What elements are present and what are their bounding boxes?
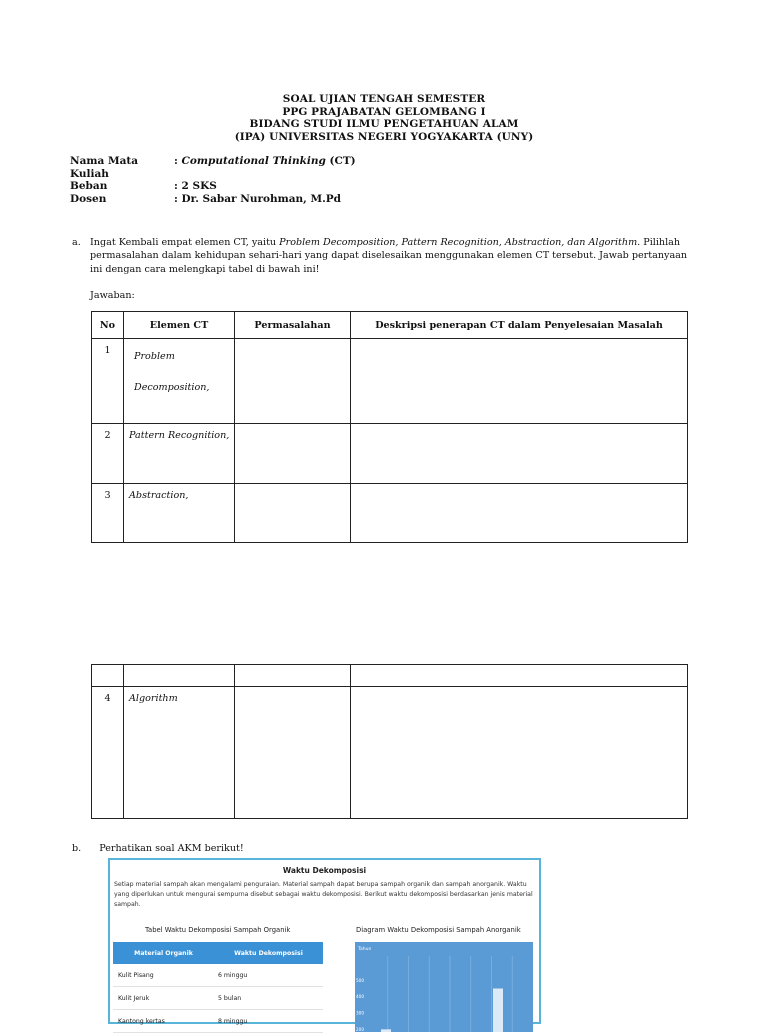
chart-tick-label: 500 bbox=[356, 977, 364, 983]
row-number: 1 bbox=[104, 345, 111, 356]
element-name-line2: Decomposition, bbox=[134, 382, 210, 394]
organic-waste-table bbox=[113, 942, 323, 1033]
akm-question-panel bbox=[108, 858, 541, 1032]
problem-answer-cell[interactable] bbox=[235, 484, 351, 543]
table-row bbox=[92, 687, 688, 819]
course-name-colon: : bbox=[174, 155, 182, 167]
element-name: Algorithm bbox=[129, 693, 178, 704]
description-answer-cell[interactable] bbox=[351, 424, 688, 484]
organic-material: Kantong kertas bbox=[113, 1010, 214, 1033]
description-answer-cell[interactable] bbox=[351, 339, 688, 424]
inorganic-waste-chart bbox=[353, 942, 535, 1032]
credits-row bbox=[70, 180, 356, 193]
description-answer-cell[interactable] bbox=[351, 484, 688, 543]
header-line-4: (IPA) UNIVERSITAS NEGERI YOGYAKARTA (UNY) bbox=[234, 130, 534, 143]
credits-value: : 2 SKS bbox=[174, 180, 217, 193]
course-name-row bbox=[70, 155, 356, 180]
chart-background bbox=[355, 942, 533, 1032]
lecturer-row bbox=[70, 193, 356, 206]
description-answer-cell[interactable] bbox=[351, 687, 688, 819]
element-name-line1: Problem bbox=[134, 351, 175, 362]
row-number: 4 bbox=[104, 693, 111, 704]
header-line-2: PPG PRAJABATAN GELOMBANG I bbox=[282, 105, 486, 118]
row-number: 3 bbox=[104, 490, 111, 501]
table-row bbox=[113, 964, 323, 987]
chart-bar bbox=[381, 1029, 391, 1032]
question-a-number: a. bbox=[72, 237, 81, 248]
course-name-suffix: (CT) bbox=[325, 155, 356, 167]
akm-table-title: Tabel Waktu Dekomposisi Sampah Organik bbox=[145, 926, 291, 934]
lecturer-label: Dosen bbox=[70, 192, 107, 205]
empty-header-cell bbox=[235, 665, 351, 687]
table-row bbox=[113, 1010, 323, 1033]
empty-header-cell bbox=[92, 665, 124, 687]
credits-label: Beban bbox=[70, 180, 108, 193]
question-b bbox=[72, 843, 244, 854]
organic-col-material: Material Organik bbox=[113, 942, 214, 964]
row-number-cell bbox=[92, 424, 124, 484]
akm-title: Waktu Dekomposisi bbox=[282, 866, 367, 875]
answer-label: Jawaban: bbox=[90, 290, 135, 301]
header-line-3: BIDANG STUDI ILMU PENGETAHUAN ALAM bbox=[249, 118, 519, 131]
course-name-italic: Computational Thinking bbox=[181, 155, 326, 167]
question-b-number: b. bbox=[72, 843, 82, 854]
question-a bbox=[72, 236, 702, 276]
empty-header-cell bbox=[351, 665, 688, 687]
chart-tick-label: 200 bbox=[356, 1026, 364, 1032]
akm-description: Setiap material sampah akan mengalami penguraian. Material sampah dapat berupa sampah organik dan sampah anorganik. Waktu yang diperlukan untuk mengurai sempurna disebut sebagai waktu dekomposisi. Berikut waktu dekomposisi berdasarkan jenis material sampah. bbox=[114, 881, 533, 908]
question-a-text-part1: Ingat Kembali empat elemen CT, yaitu bbox=[90, 237, 280, 248]
organic-material: Kulit Jeruk bbox=[113, 987, 214, 1010]
chart-y-label: Tahun bbox=[358, 947, 372, 952]
empty-header-cell bbox=[124, 665, 235, 687]
col-header-problem: Permasalahan bbox=[235, 312, 351, 339]
table-row bbox=[92, 484, 688, 543]
question-b-text: Perhatikan soal AKM berikut! bbox=[99, 843, 244, 854]
table-row bbox=[92, 339, 688, 424]
table-row bbox=[92, 424, 688, 484]
course-name-value bbox=[174, 155, 356, 180]
element-cell bbox=[124, 687, 235, 819]
element-cell bbox=[124, 484, 235, 543]
organic-time: 8 minggu bbox=[214, 1010, 323, 1033]
organic-table-header bbox=[113, 942, 323, 964]
row-number: 2 bbox=[104, 430, 111, 441]
organic-time: 5 bulan bbox=[214, 987, 323, 1010]
element-cell bbox=[124, 424, 235, 484]
table-header-row bbox=[92, 312, 688, 339]
element-cell bbox=[124, 339, 235, 424]
chart-tick-label: 300 bbox=[356, 1010, 364, 1016]
row-number-cell bbox=[92, 687, 124, 819]
organic-time: 6 minggu bbox=[214, 964, 323, 987]
chart-bar bbox=[493, 989, 503, 1033]
col-header-no: No bbox=[92, 312, 124, 339]
table-repeat-header-row bbox=[92, 665, 688, 687]
question-a-text bbox=[90, 236, 702, 276]
course-info bbox=[70, 155, 356, 205]
element-name bbox=[124, 339, 234, 395]
ct-elements-table bbox=[91, 311, 688, 543]
element-name: Pattern Recognition, bbox=[129, 430, 230, 441]
course-name-label: Nama Mata Kuliah bbox=[70, 155, 139, 180]
problem-answer-cell[interactable] bbox=[235, 687, 351, 819]
lecturer-value: : Dr. Sabar Nurohman, M.Pd bbox=[174, 192, 342, 205]
element-name: Abstraction, bbox=[129, 490, 189, 501]
document-header bbox=[0, 93, 768, 143]
col-header-element: Elemen CT bbox=[124, 312, 235, 339]
akm-chart-title: Diagram Waktu Dekomposisi Sampah Anorganik bbox=[356, 926, 521, 934]
row-number-cell bbox=[92, 484, 124, 543]
problem-answer-cell[interactable] bbox=[235, 339, 351, 424]
question-a-text-part2: . Pilihlah permasalahan dalam kehidupan sehari-hari yang dapat diselesaikan menggunakan elemen CT tersebut. Jawab pertanyaan ini dengan cara melengkapi tabel di bawah ini! bbox=[90, 237, 688, 275]
row-number-cell bbox=[92, 339, 124, 424]
problem-answer-cell[interactable] bbox=[235, 424, 351, 484]
table-row bbox=[113, 987, 323, 1010]
ct-elements-table-continued bbox=[91, 664, 688, 819]
col-header-description: Deskripsi penerapan CT dalam Penyelesaian Masalah bbox=[351, 312, 688, 339]
question-a-text-italic: Problem Decomposition, Pattern Recognition, Abstraction, dan Algorithm bbox=[279, 237, 638, 248]
organic-col-time: Waktu Dekomposisi bbox=[214, 942, 323, 964]
chart-tick-label: 400 bbox=[356, 994, 364, 1000]
organic-material: Kulit Pisang bbox=[113, 964, 214, 987]
header-line-1: SOAL UJIAN TENGAH SEMESTER bbox=[282, 93, 486, 105]
